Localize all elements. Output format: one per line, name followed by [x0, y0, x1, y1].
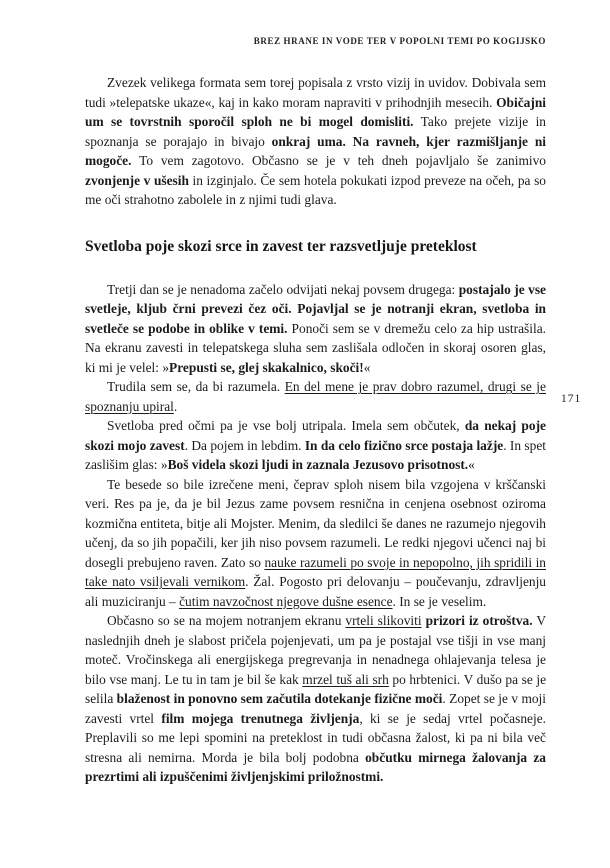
- text-run: En del mene je prav dobro razumel, drugi se je spoznanju upiral: [85, 379, 546, 414]
- text-run: in izginjalo. Če sem hotela pokukati izpod preveze na očeh, pa so me oči strahotno zabolele in z njimi tudi glava.: [85, 172, 546, 207]
- text-run: zvonjenje v ušesih: [85, 172, 189, 188]
- paragraph-6: [85, 611, 546, 787]
- text-run: V naslednjih dneh je slabost pričela pojenjevati, um pa je postajal vse tišji in vse manj moteč. Vročinskega ali energijskega pregrevanja in nenadnega ohlajevanja telesa je bilo vse manj. Le tu in tam je bil še kak: [85, 613, 547, 687]
- text-run: Te besede so bile izrečene meni, čeprav sploh nisem bila vzgojena v krščanski veri. Res pa je, da je bil Jezus zame povsem resnična in cenjena osebnost oziroma kozmična entiteta, bitje ali Mojster. Menim, da sledilci še danes ne razumejo njegovih učenj, da so jih popačili, ker jih niso povsem razumeli. Le redki njegovi učenci naj bi dosegli prebujeno raven. Zato so: [85, 476, 546, 570]
- paragraph-4: [85, 416, 546, 475]
- text-run: . In spet zaslišim glas: »: [85, 437, 546, 472]
- text-run: Občasno so se na mojem notranjem ekranu: [107, 613, 346, 628]
- paragraph-5: [85, 475, 546, 612]
- text-run: To vem zagotovo. Občasno se je v teh dneh pojavljalo še zanimivo: [131, 153, 546, 168]
- text-run: Tako prejete vizije in spoznanja se porajajo in bivajo: [85, 114, 546, 149]
- text-run: Prepusti se, glej skakalnico, skoči!: [169, 359, 364, 375]
- text-run: vrteli slikoviti: [345, 613, 422, 628]
- text-run: Tretji dan se je nenadoma začelo odvijati nekaj povsem drugega:: [107, 281, 459, 297]
- text-run: , ki se je sedaj vrtel počasneje. Preplavili so me lepi spomini na preteklost in tudi občasna žalost, ki pa ni bila več stresna ali nemirna. Morda je bila bolj podobna: [85, 710, 546, 765]
- text-run: občutku mirnega žalovanja za prezrtimi ali izpuščenimi življenjskimi priložnostmi.: [85, 749, 547, 784]
- text-run: prizori iz otroštva.: [425, 613, 533, 628]
- text-run: «: [468, 457, 475, 472]
- text-run: «: [363, 359, 371, 375]
- text-run: mrzel tuš ali srh: [302, 671, 389, 687]
- text-run: blaženost in ponovno sem začutila dotekanje fizične moči: [116, 691, 443, 706]
- text-run: . In se je veselim.: [392, 593, 487, 609]
- text-run: . Žal. Pogosto pri delovanju – poučevanju, zdravljenju ali muziciranju –: [85, 574, 546, 609]
- text-run: onkraj uma. Na ravneh, kjer razmišljanje ni mogoče.: [85, 133, 546, 168]
- text-run: In da celo fizično srce postaja lažje: [304, 437, 504, 453]
- text-run: . Zopet se je v moji zavesti vrtel: [85, 691, 547, 726]
- running-head: BREZ HRANE IN VODE TER V POPOLNI TEMI PO KOGIJSKO: [253, 36, 546, 46]
- text-run: Ponoči sem se v dremežu celo za hip ustrašila. Na ekranu zavesti in telepatskega sluha sem zaslišala odločen in skoraj osoren glas, ki mi je velel: »: [85, 320, 546, 375]
- section-heading: Svetloba poje skozi srce in zavest ter razsvetljuje preteklost: [85, 237, 477, 255]
- text-run: Svetloba pred očmi pa je vse bolj utripala. Imela sem občutek,: [107, 418, 465, 433]
- text-run: Običajni um se tovrstnih sporočil sploh ne bi mogel domisliti.: [85, 94, 546, 129]
- paragraph-3: [85, 377, 546, 416]
- text-run: Trudila sem se, da bi razumela.: [107, 379, 285, 394]
- text-run: da nekaj poje skozi mojo zavest: [85, 418, 546, 453]
- paragraph-2: [85, 280, 546, 378]
- text-run: Boš videla skozi ljudi in zaznala Jezusovo prisotnost.: [167, 457, 469, 472]
- text-run: po hrbtenici. V dušo pa se je selila: [85, 671, 547, 706]
- text-run: film mojega trenutnega življenja: [161, 710, 360, 726]
- text-run: postajalo je vse svetleje, kljub črni prevezi čez oči. Pojavljal se je notranji ekran, svetloba in svetleče se podobe in oblike v temi.: [85, 281, 547, 336]
- text-run: čutim navzočnost njegove dušne esence: [179, 593, 393, 609]
- text-run: nauke razumeli po svoje in nepopolno, jih spridili in take nato vsiljevali vernikom: [85, 554, 546, 589]
- body-text: [85, 73, 546, 787]
- text-run: Zvezek velikega formata sem torej popisala z vrsto vizij in uvidov. Dobivala sem tudi »telepatske ukaze«, kaj in kako moram napraviti v prihodnjih mesecih.: [85, 75, 546, 110]
- text-run: . Da pojem in lebdim.: [184, 437, 305, 453]
- text-run: .: [173, 398, 178, 414]
- paragraph-1: [85, 73, 546, 210]
- page-number: 171: [561, 393, 582, 405]
